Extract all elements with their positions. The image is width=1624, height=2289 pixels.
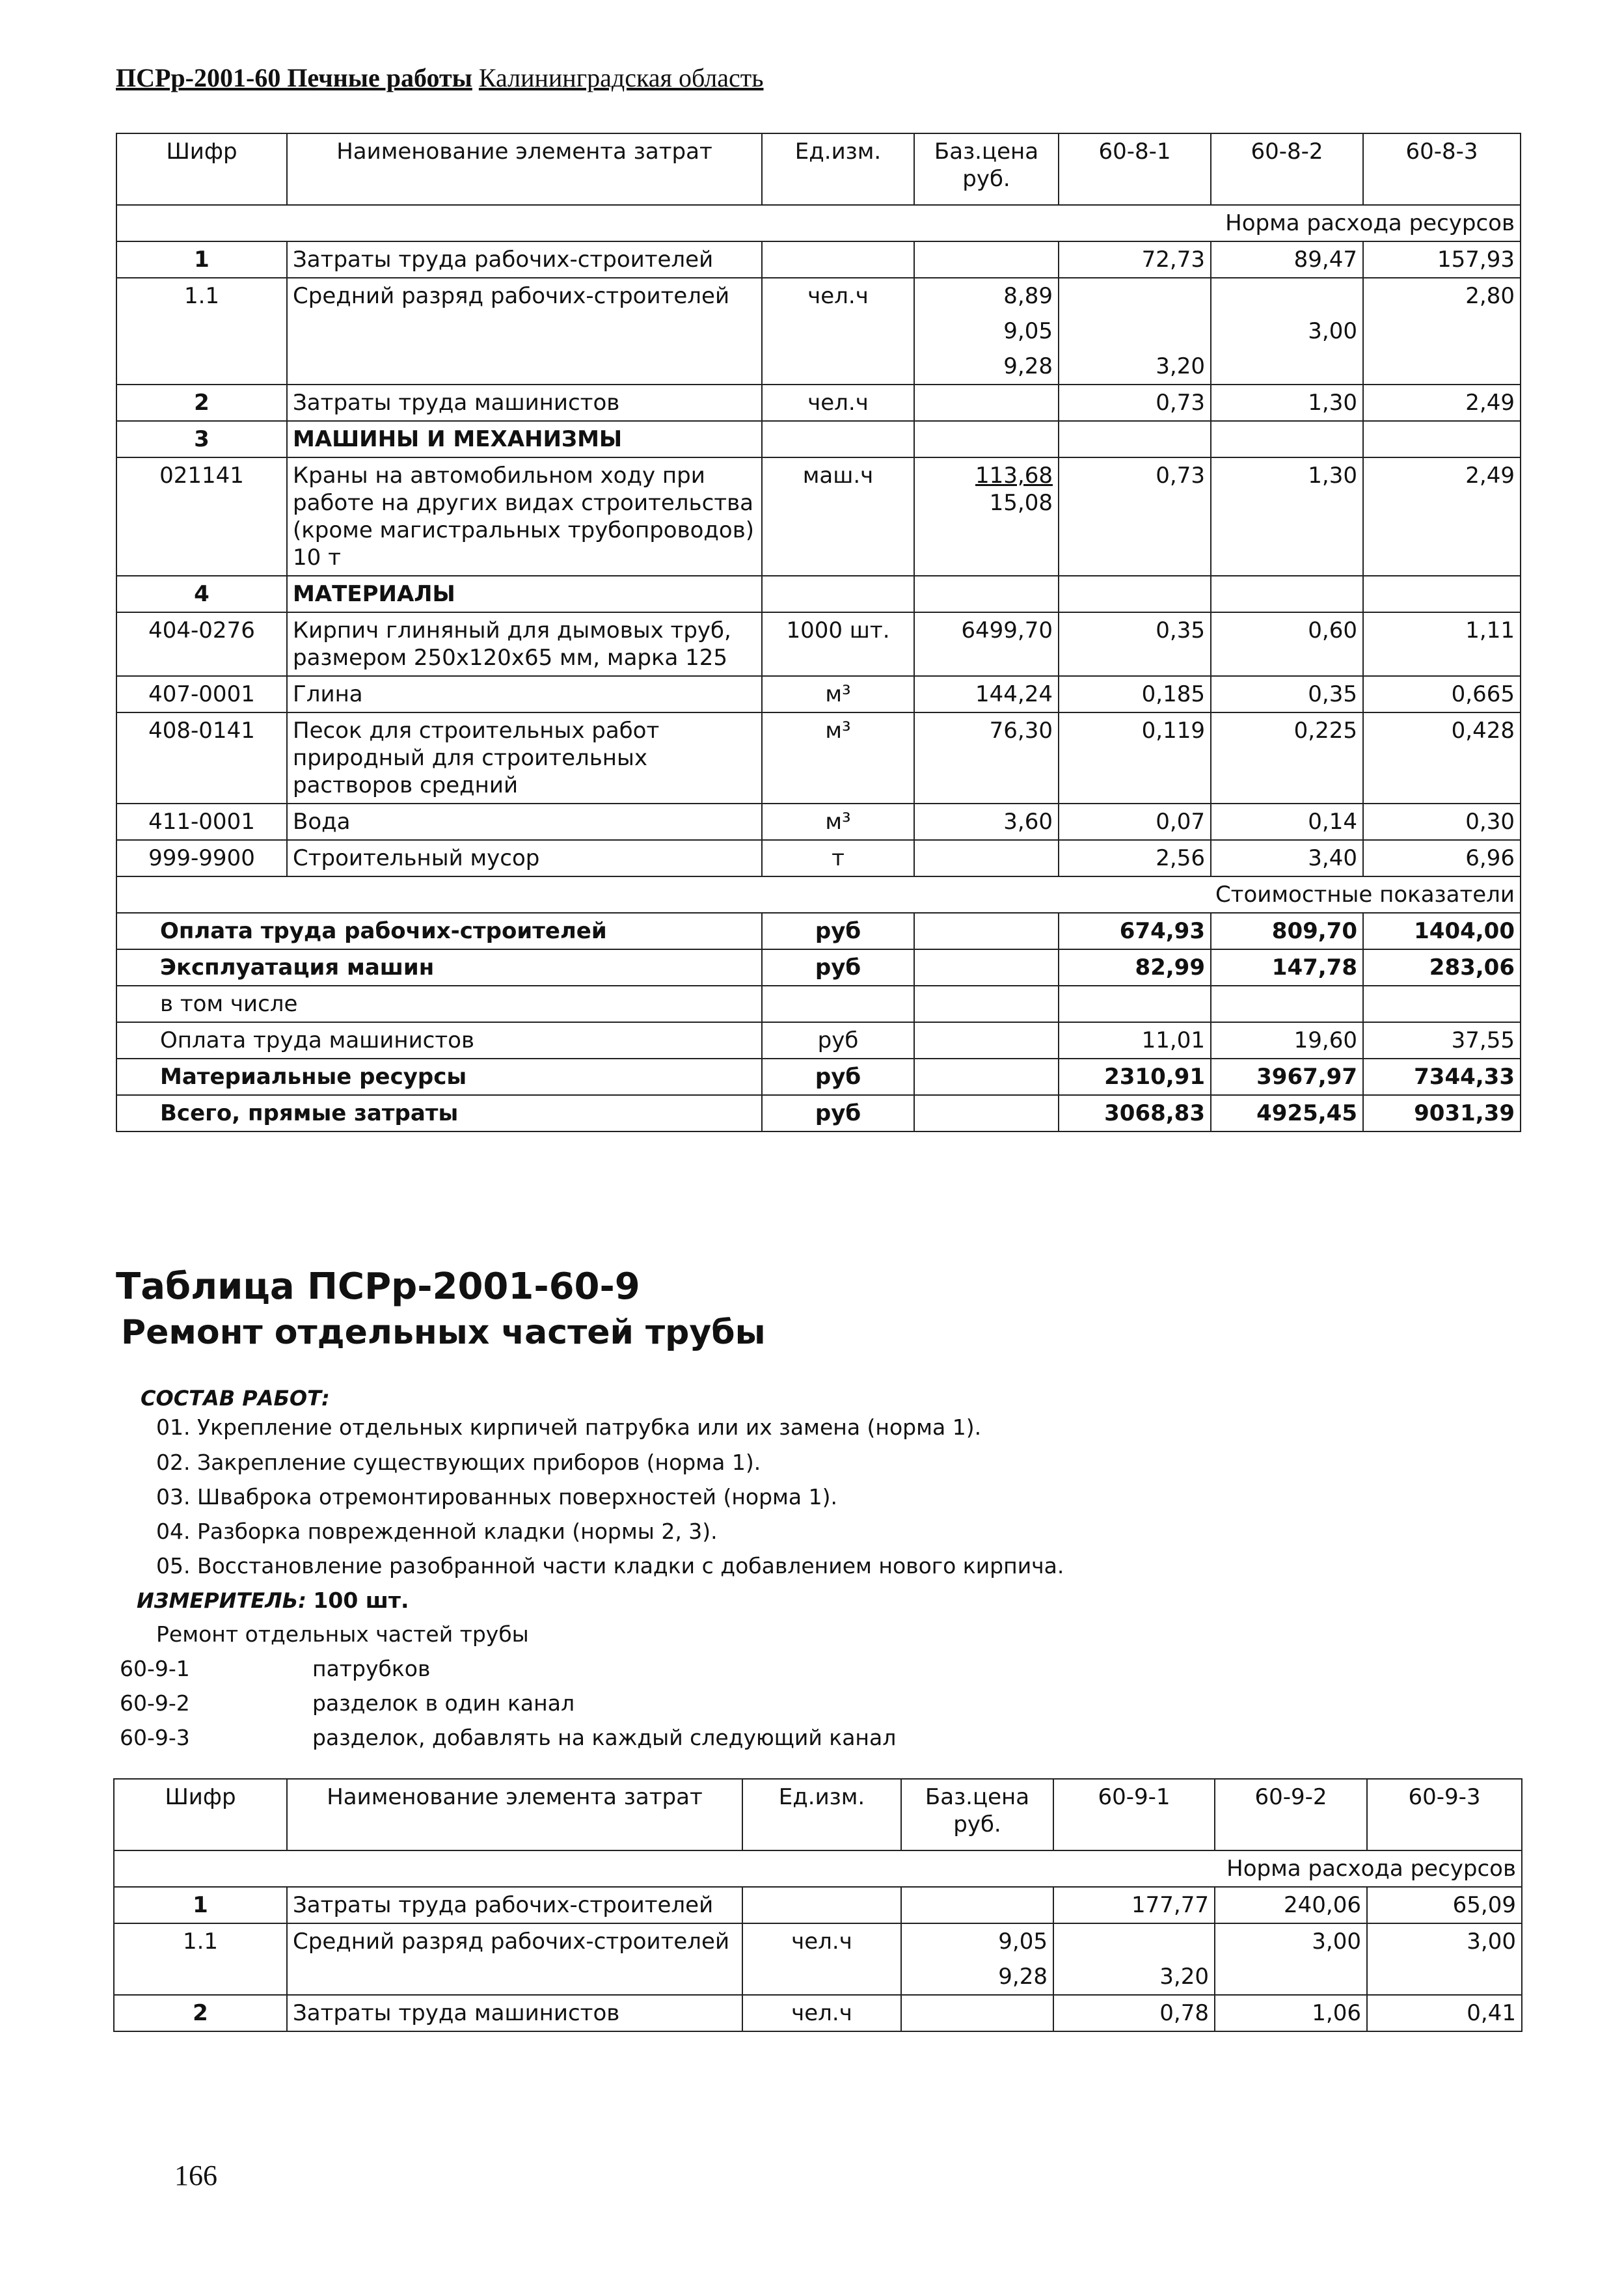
table-row: 2 Затраты труда машинистов чел.ч 0,73 1,30 2,49 (116, 385, 1521, 421)
table-row: 3 МАШИНЫ И МЕХАНИЗМЫ (116, 421, 1521, 457)
summary-row: Эксплуатация машин руб 82,99 147,78 283,06 (116, 949, 1521, 986)
table-row: 4 МАТЕРИАЛЫ (116, 576, 1521, 612)
summary-row: Материальные ресурсы руб 2310,91 3967,97 7344,33 (116, 1059, 1521, 1095)
page-number: 166 (174, 2160, 217, 2191)
col-code: Шифр (114, 1779, 287, 1850)
item-desc: разделок в один канал (312, 1690, 575, 1716)
work-item: 03. Шваброка отремонтированных поверхностей (норма 1). (156, 1484, 838, 1510)
resource-table-60-9 (113, 1778, 1522, 2032)
meter (137, 1588, 409, 1613)
col-60-8-3: 60-8-3 (1363, 133, 1521, 205)
col-code: Шифр (116, 133, 287, 205)
col-name: Наименование элемента затрат (287, 1779, 742, 1850)
table-row: 021141 Краны на автомобильном ходу при работе на других видах строительства (кроме магистральных трубопроводов) 10 т маш.ч 113,68 15,08 0,73 1,30 2,49 (116, 457, 1521, 576)
section-subtitle: Ремонт отдельных частей трубы (121, 1313, 766, 1352)
norma-caption: Норма расхода ресурсов (116, 205, 1521, 241)
table-row: 1 Затраты труда рабочих-строителей 72,73 89,47 157,93 (116, 241, 1521, 278)
summary-row: Оплата труда машинистов руб 11,01 19,60 37,55 (116, 1022, 1521, 1059)
table-row: 408-0141 Песок для строительных работ природный для строительных растворов средний м³ 76,30 0,119 0,225 0,428 (116, 712, 1521, 804)
table-row: 2 Затраты труда машинистов чел.ч 0,78 1,06 0,41 (114, 1995, 1522, 2031)
section-title: Таблица ПСРр-2001-60-9 (116, 1266, 640, 1308)
col-60-8-2: 60-8-2 (1211, 133, 1363, 205)
norma-caption: Норма расхода ресурсов (114, 1850, 1522, 1887)
repair-title: Ремонт отдельных частей трубы (156, 1621, 529, 1647)
item-desc: разделок, добавлять на каждый следующий канал (312, 1725, 897, 1750)
summary-row: Оплата труда рабочих-строителей руб 674,93 809,70 1404,00 (116, 913, 1521, 949)
table-header-row (114, 1779, 1522, 1850)
table-row: 1.1 Средний разряд рабочих-строителей чел.ч 8,89 9,05 9,28 3,20 3,00 2,80 (116, 278, 1521, 385)
col-name: Наименование элемента затрат (287, 133, 762, 205)
works-label: СОСТАВ РАБОТ: (141, 1386, 330, 1411)
work-item: 02. Закрепление существующих приборов (норма 1). (156, 1450, 761, 1475)
meter-label: ИЗМЕРИТЕЛЬ: (137, 1588, 306, 1613)
item-code: 60-9-3 (120, 1725, 190, 1750)
col-unit: Ед.изм. (742, 1779, 901, 1850)
col-60-9-3: 60-9-3 (1367, 1779, 1522, 1850)
work-item: 05. Восстановление разобранной части кладки с добавлением нового кирпича. (156, 1553, 1064, 1578)
table-row: 1.1 Средний разряд рабочих-строителей чел.ч 9,05 9,28 3,20 3,00 3,00 (114, 1923, 1522, 1995)
item-code: 60-9-1 (120, 1656, 190, 1681)
col-60-8-1: 60-8-1 (1059, 133, 1211, 205)
summary-row: Всего, прямые затраты руб 3068,83 4925,45 9031,39 (116, 1095, 1521, 1131)
item-code: 60-9-2 (120, 1690, 190, 1716)
page-header (116, 62, 764, 93)
summary-row: в том числе (116, 986, 1521, 1022)
table-row: 1 Затраты труда рабочих-строителей 177,77 240,06 65,09 (114, 1887, 1522, 1923)
col-60-9-2: 60-9-2 (1215, 1779, 1367, 1850)
header-title: ПСРр-2001-60 Печные работы (116, 63, 472, 92)
col-60-9-1: 60-9-1 (1053, 1779, 1215, 1850)
header-region: Калининградская область (478, 63, 764, 92)
meter-value: 100 шт. (313, 1588, 409, 1613)
work-item: 04. Разборка поврежденной кладки (нормы 2, 3). (156, 1519, 718, 1544)
col-unit: Ед.изм. (762, 133, 914, 205)
table-row: 999-9900 Строительный мусор т 2,56 3,40 6,96 (116, 840, 1521, 876)
table-header-row (116, 133, 1521, 205)
table-row: 407-0001 Глина м³ 144,24 0,185 0,35 0,665 (116, 676, 1521, 712)
table-row: 404-0276 Кирпич глиняный для дымовых труб, размером 250х120х65 мм, марка 125 1000 шт. 6499,70 0,35 0,60 1,11 (116, 612, 1521, 676)
table-row: 411-0001 Вода м³ 3,60 0,07 0,14 0,30 (116, 804, 1521, 840)
work-item: 01. Укрепление отдельных кирпичей патрубка или их замена (норма 1). (156, 1415, 982, 1440)
cost-caption: Стоимостные показатели (116, 876, 1521, 913)
resource-table-60-8 (116, 133, 1521, 1132)
col-price: Баз.цена руб. (914, 133, 1059, 205)
item-desc: патрубков (312, 1656, 431, 1681)
col-price: Баз.цена руб. (901, 1779, 1053, 1850)
